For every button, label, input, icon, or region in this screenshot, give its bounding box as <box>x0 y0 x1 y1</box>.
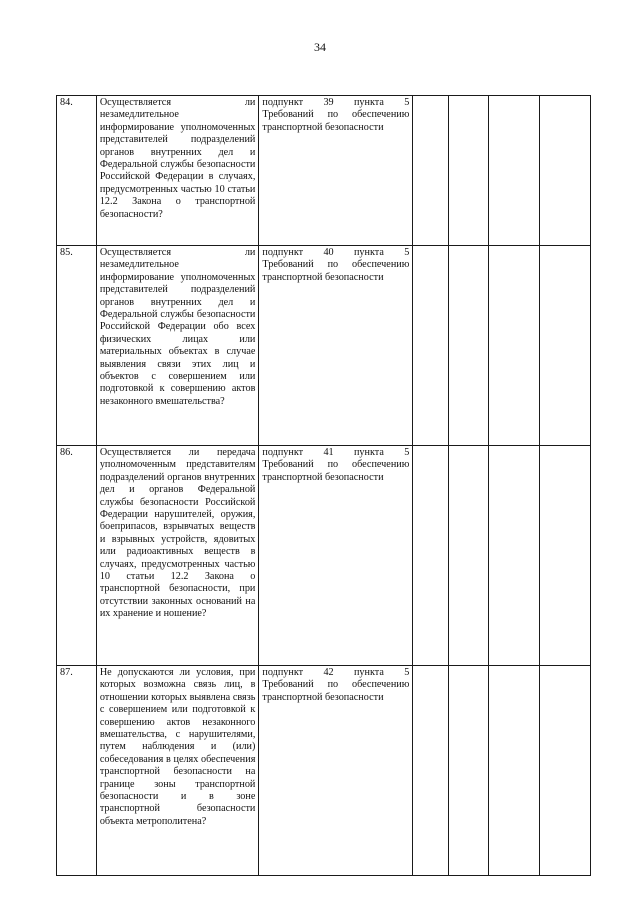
answer-yes-cell[interactable] <box>413 446 449 666</box>
question-cell <box>96 446 259 666</box>
answer-na-cell[interactable] <box>488 246 540 446</box>
row-number: 85. <box>60 247 73 258</box>
reference-text: подпункт 41 пункта 5 Требований по обеспечению транспортной безопасности <box>262 447 410 483</box>
question-cell <box>96 96 259 246</box>
page-number: 34 <box>314 40 326 54</box>
note-cell[interactable] <box>540 666 591 876</box>
note-cell[interactable] <box>540 246 591 446</box>
question-text: Не допускаются ли условия, при которых возможна связь лиц, в отношении которых выявлена связь с совершением или подготовкой к совершению актов незаконного вмешательства, с нарушителями, путем наблюдения и (или) собеседования в целях обеспечения транспортной безопасности на границе зоны транспортной безопасности и в зоне транспортной безопасности объекта метрополитена? <box>99 667 256 827</box>
reference-cell <box>259 446 413 666</box>
answer-na-cell[interactable] <box>488 96 540 246</box>
question-text: Осуществляется ли незамедлительное информирование уполномоченных представителей подразделений органов внутренних дел и Федеральной службы безопасности Российской Федерации в случаях, предусмотренных частью 10 статьи 12.2 Закона о транспортной безопасности? <box>99 97 256 220</box>
row-number: 87. <box>60 667 73 678</box>
row-number-cell <box>57 96 97 246</box>
question-cell <box>96 666 259 876</box>
question-text: Осуществляется ли незамедлительное информирование уполномоченных представителей подразделений органов внутренних дел и Федеральной службы безопасности Российской Федерации обо всех физических лицах или материальных объектах в случае выявления связи этих лиц и объектов с совершением или подготовкой к совершению актов незаконного вмешательства? <box>99 247 256 407</box>
checklist-table <box>56 95 591 876</box>
answer-na-cell[interactable] <box>488 666 540 876</box>
answer-yes-cell[interactable] <box>413 96 449 246</box>
table-row <box>57 246 591 446</box>
reference-cell <box>259 666 413 876</box>
table-row <box>57 446 591 666</box>
row-number-cell <box>57 446 97 666</box>
reference-text: подпункт 39 пункта 5 Требований по обеспечению транспортной безопасности <box>262 97 410 133</box>
answer-no-cell[interactable] <box>448 666 488 876</box>
table-row <box>57 96 591 246</box>
table-row <box>57 666 591 876</box>
reference-cell <box>259 246 413 446</box>
row-number: 86. <box>60 447 73 458</box>
answer-no-cell[interactable] <box>448 96 488 246</box>
answer-na-cell[interactable] <box>488 446 540 666</box>
answer-yes-cell[interactable] <box>413 246 449 446</box>
answer-no-cell[interactable] <box>448 246 488 446</box>
row-number-cell <box>57 666 97 876</box>
answer-yes-cell[interactable] <box>413 666 449 876</box>
reference-text: подпункт 40 пункта 5 Требований по обеспечению транспортной безопасности <box>262 247 410 283</box>
row-number-cell <box>57 246 97 446</box>
question-cell <box>96 246 259 446</box>
reference-cell <box>259 96 413 246</box>
reference-text: подпункт 42 пункта 5 Требований по обеспечению транспортной безопасности <box>262 667 410 703</box>
question-text: Осуществляется ли передача уполномоченным представителям подразделений органов внутренних дел и органов Федеральной службы безопасности Российской Федерации нарушителей, оружия, боеприпасов, взрывчатых веществ и взрывных устройств, ядовитых или радиоактивных веществ в случаях, предусмотренных частью 10 статьи 12.2 Закона о транспортной безопасности, при отсутствии законных оснований на их хранение и ношение? <box>99 447 256 620</box>
answer-no-cell[interactable] <box>448 446 488 666</box>
note-cell[interactable] <box>540 446 591 666</box>
row-number: 84. <box>60 97 73 108</box>
note-cell[interactable] <box>540 96 591 246</box>
